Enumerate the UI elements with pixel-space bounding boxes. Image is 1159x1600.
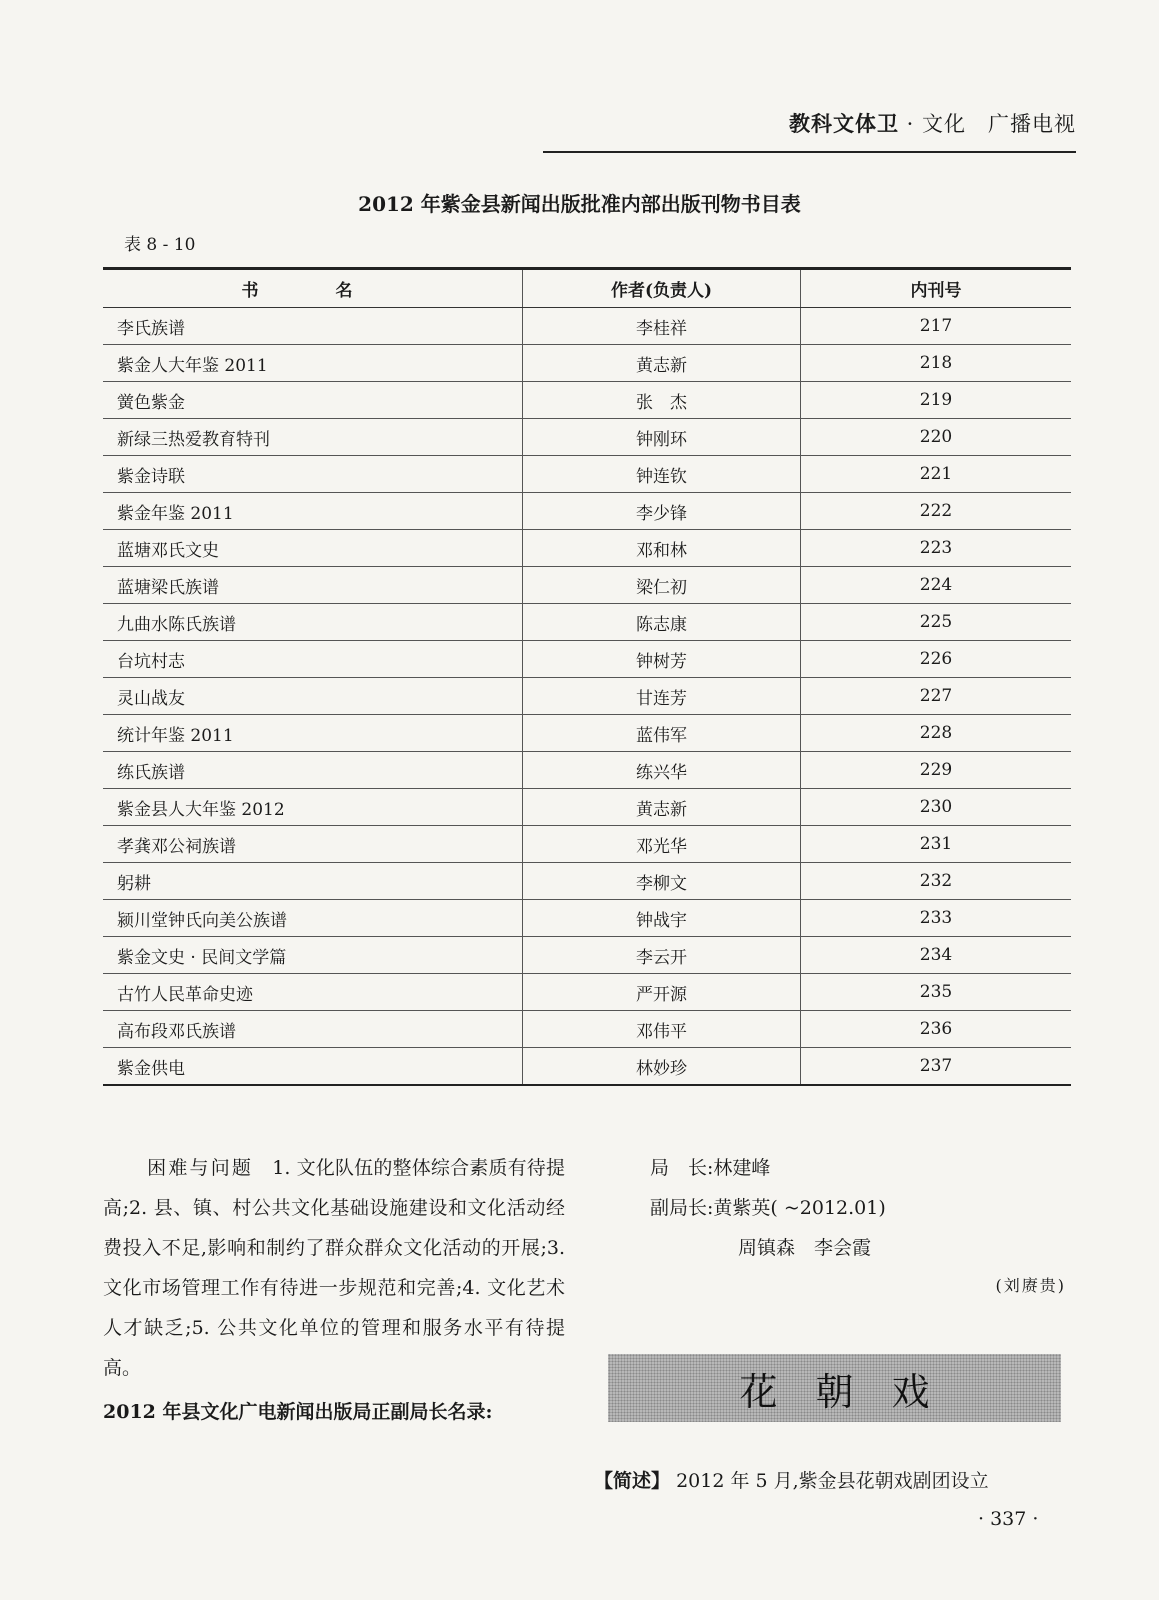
column-header-serial: 内刊号 (801, 269, 1072, 308)
cell-serial: 231 (801, 826, 1072, 863)
header-section-rest: · 文化 广播电视 (906, 112, 1076, 136)
summary-tag: 【简述】 (594, 1470, 671, 1492)
cell-author: 邓和林 (523, 530, 801, 567)
cell-serial: 218 (801, 345, 1072, 382)
cell-author: 蓝伟军 (523, 715, 801, 752)
cell-title: 紫金县人大年鉴 2012 (103, 789, 523, 826)
table-row (103, 937, 1071, 974)
author-credit: (刘赓贵) (995, 1276, 1066, 1295)
table-row (103, 900, 1071, 937)
cell-author: 黄志新 (523, 345, 801, 382)
column-header-author: 作者(负责人) (523, 269, 801, 308)
table-row (103, 1048, 1071, 1086)
page-number: · 337 · (978, 1508, 1039, 1530)
table-row (103, 567, 1071, 604)
cell-title: 高布段邓氏族谱 (103, 1011, 523, 1048)
cell-title: 颍川堂钟氏向美公族谱 (103, 900, 523, 937)
cell-author: 张 杰 (523, 382, 801, 419)
cell-title: 古竹人民革命史迹 (103, 974, 523, 1011)
cell-author: 钟战宇 (523, 900, 801, 937)
table-row (103, 345, 1071, 382)
cell-serial: 234 (801, 937, 1072, 974)
banner-title: 花朝戏 (739, 1369, 968, 1414)
cell-title: 台坑村志 (103, 641, 523, 678)
table-row (103, 604, 1071, 641)
cell-serial: 228 (801, 715, 1072, 752)
cell-serial: 227 (801, 678, 1072, 715)
table-row (103, 715, 1071, 752)
table-row (103, 641, 1071, 678)
cell-serial: 229 (801, 752, 1072, 789)
cell-title: 蓝塘梁氏族谱 (103, 567, 523, 604)
cell-serial: 237 (801, 1048, 1072, 1086)
table-row (103, 308, 1071, 345)
table-row (103, 789, 1071, 826)
table-body (103, 308, 1071, 1086)
cell-title: 新绿三热爱教育特刊 (103, 419, 523, 456)
cell-author: 练兴华 (523, 752, 801, 789)
cell-serial: 232 (801, 863, 1072, 900)
table-row (103, 678, 1071, 715)
cell-title: 紫金文史 · 民间文学篇 (103, 937, 523, 974)
cell-title: 紫金诗联 (103, 456, 523, 493)
cell-serial: 236 (801, 1011, 1072, 1048)
cell-author: 邓光华 (523, 826, 801, 863)
cell-serial: 223 (801, 530, 1072, 567)
table-row (103, 752, 1071, 789)
cell-serial: 220 (801, 419, 1072, 456)
problems-paragraph (103, 1148, 565, 1388)
cell-serial: 222 (801, 493, 1072, 530)
cell-title: 孝龚邓公祠族谱 (103, 826, 523, 863)
cell-author: 黄志新 (523, 789, 801, 826)
cell-author: 梁仁初 (523, 567, 801, 604)
table-row (103, 419, 1071, 456)
cell-serial: 224 (801, 567, 1072, 604)
table-row (103, 530, 1071, 567)
table-row (103, 456, 1071, 493)
cell-author: 邓伟平 (523, 1011, 801, 1048)
cell-serial: 219 (801, 382, 1072, 419)
cell-author: 李少锋 (523, 493, 801, 530)
cell-title: 黉色紫金 (103, 382, 523, 419)
cell-serial: 226 (801, 641, 1072, 678)
leaders-heading: 2012 年县文化广电新闻出版局正副局长名录: (103, 1401, 493, 1423)
cell-title: 蓝塘邓氏文史 (103, 530, 523, 567)
table-row (103, 863, 1071, 900)
cell-title: 练氏族谱 (103, 752, 523, 789)
leader-deputy-others: 周镇森 李会霞 (738, 1237, 872, 1259)
table-row (103, 974, 1071, 1011)
leader-director: 局 长:林建峰 (650, 1157, 771, 1179)
column-header-title: 书 名 (103, 269, 523, 308)
cell-author: 李云开 (523, 937, 801, 974)
cell-title: 紫金供电 (103, 1048, 523, 1086)
table-header-row (103, 269, 1071, 308)
cell-author: 钟树芳 (523, 641, 801, 678)
cell-serial: 230 (801, 789, 1072, 826)
cell-title: 李氏族谱 (103, 308, 523, 345)
cell-title: 统计年鉴 2011 (103, 715, 523, 752)
cell-title: 紫金年鉴 2011 (103, 493, 523, 530)
cell-author: 李桂祥 (523, 308, 801, 345)
problems-section (103, 1148, 565, 1432)
cell-author: 钟刚环 (523, 419, 801, 456)
cell-author: 严开源 (523, 974, 801, 1011)
header-rule (543, 151, 1076, 153)
cell-author: 李柳文 (523, 863, 801, 900)
cell-serial: 225 (801, 604, 1072, 641)
leader-deputy: 副局长:黄紫英( ~2012.01) (650, 1197, 886, 1219)
summary-text: 2012 年 5 月,紫金县花朝戏剧团设立 (676, 1470, 989, 1492)
cell-title: 紫金人大年鉴 2011 (103, 345, 523, 382)
leaders-list (650, 1148, 1070, 1268)
cell-author: 林妙珍 (523, 1048, 801, 1086)
cell-title: 九曲水陈氏族谱 (103, 604, 523, 641)
publication-catalog-table (103, 267, 1071, 1086)
table-row (103, 1011, 1071, 1048)
table-title: 2012 年紫金县新闻出版批准内部出版刊物书目表 (358, 192, 801, 216)
cell-author: 甘连芳 (523, 678, 801, 715)
table-number: 表 8 - 10 (124, 235, 196, 255)
cell-author: 陈志康 (523, 604, 801, 641)
cell-serial: 233 (801, 900, 1072, 937)
cell-serial: 221 (801, 456, 1072, 493)
cell-serial: 217 (801, 308, 1072, 345)
summary-line (594, 1466, 1074, 1493)
section-banner (608, 1354, 1061, 1422)
table-row (103, 826, 1071, 863)
problems-label: 困难与问题 (147, 1157, 254, 1179)
problems-text: 1. 文化队伍的整体综合素质有待提高;2. 县、镇、村公共文化基础设施建设和文化活动经费投入不足,影响和制约了群众群众文化活动的开展;3. 文化市场管理工作有待进一步规范和完善;4. 文化艺术人才缺乏;5. 公共文化单位的管理和服务水平有待提高。 (103, 1157, 565, 1379)
cell-serial: 235 (801, 974, 1072, 1011)
cell-title: 灵山战友 (103, 678, 523, 715)
table-row (103, 382, 1071, 419)
running-header (540, 108, 1076, 138)
header-section-bold: 教科文体卫 (788, 111, 899, 136)
table-row (103, 493, 1071, 530)
cell-author: 钟连钦 (523, 456, 801, 493)
cell-title: 躬耕 (103, 863, 523, 900)
